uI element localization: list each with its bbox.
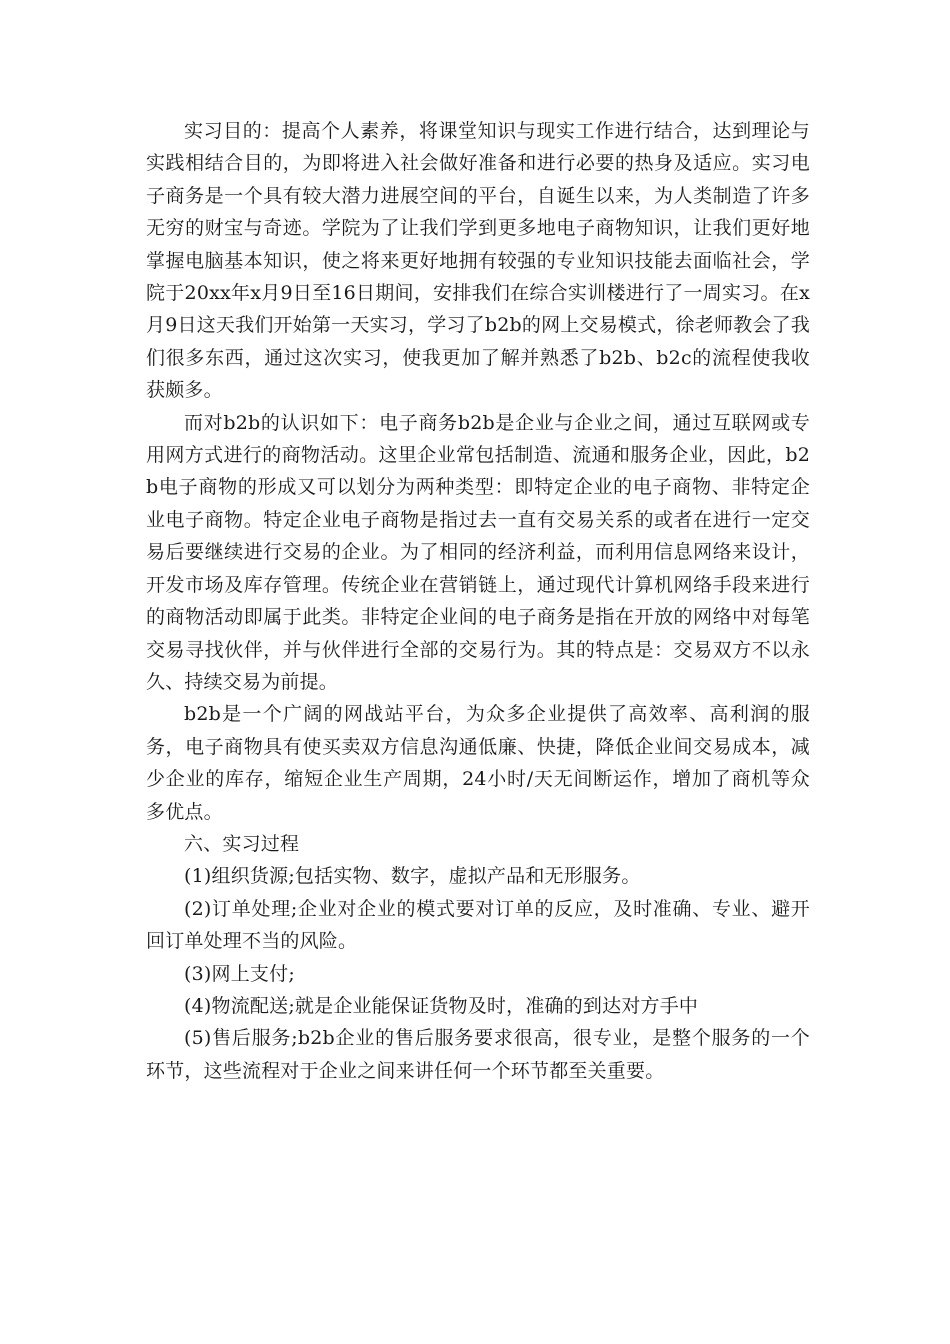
list-item-order-processing: (2)订单处理;企业对企业的模式要对订单的反应，及时准确、专业、避开回订单处理不当的风险。 [146,897,810,953]
section-heading-internship-process: 六、实习过程 [184,832,300,855]
list-item-organize-supply: (1)组织货源;包括实物、数字，虚拟产品和无形服务。 [184,865,641,888]
paragraph-b2b-platform: b2b是一个广阔的网战站平台，为众多企业提供了高效率、高利润的服务，电子商物具有使买卖双方信息沟通低廉、快捷，降低企业间交易成本，减少企业的库存，缩短企业生产周期，24小时/天无间断运作，增加了商机等众多优点。 [146,703,810,823]
paragraph-b2b-understanding: 而对b2b的认识如下：电子商务b2b是企业与企业之间，通过互联网或专用网方式进行的商物活动。这里企业常包括制造、流通和服务企业，因此，b2b电子商物的形成又可以划分为两种类型：即特定企业的电子商物、非特定企业电子商物。特定企业电子商物是指过去一直有交易关系的或者在进行一定交易后要继续进行交易的企业。为了相同的经济利益，而利用信息网络来设计，开发市场及库存管理。传统企业在营销链上，通过现代计算机网络手段来进行的商物活动即属于此类。非特定企业间的电子商务是指在开放的网络中对每笔交易寻找伙伴，并与伙伴进行全部的交易行为。其的特点是：交易双方不以永久、持续交易为前提。 [146,411,810,693]
list-item-online-payment: (3)网上支付; [184,962,295,985]
list-item-after-sales: (5)售后服务;b2b企业的售后服务要求很高，很专业，是整个服务的一个环节，这些流程对于企业之间来讲任何一个环节都至关重要。 [146,1027,810,1082]
paragraph-internship-purpose: 实习目的：提高个人素养，将课堂知识与现实工作进行结合，达到理论与实践相结合目的，为即将进入社会做好准备和进行必要的热身及适应。实习电子商务是一个具有较大潜力进展空间的平台，自诞生以来，为人类制造了许多无穷的财宝与奇迹。学院为了让我们学到更多地电子商物知识，让我们更好地掌握电脑基本知识，使之将来更好地拥有较强的专业知识技能去面临社会，学院于20xx年x月9日至16日期间，安排我们在综合实训楼进行了一周实习。在x月9日这天我们开始第一天实习，学习了b2b的网上交易模式，徐老师教会了我们很多东西，通过这次实习，使我更加了解并熟悉了b2b、b2c的流程使我收获颇多。 [146,120,810,402]
list-item-logistics: (4)物流配送;就是企业能保证货物及时，准确的到达对方手中 [184,994,699,1017]
document-body [146,115,810,1087]
